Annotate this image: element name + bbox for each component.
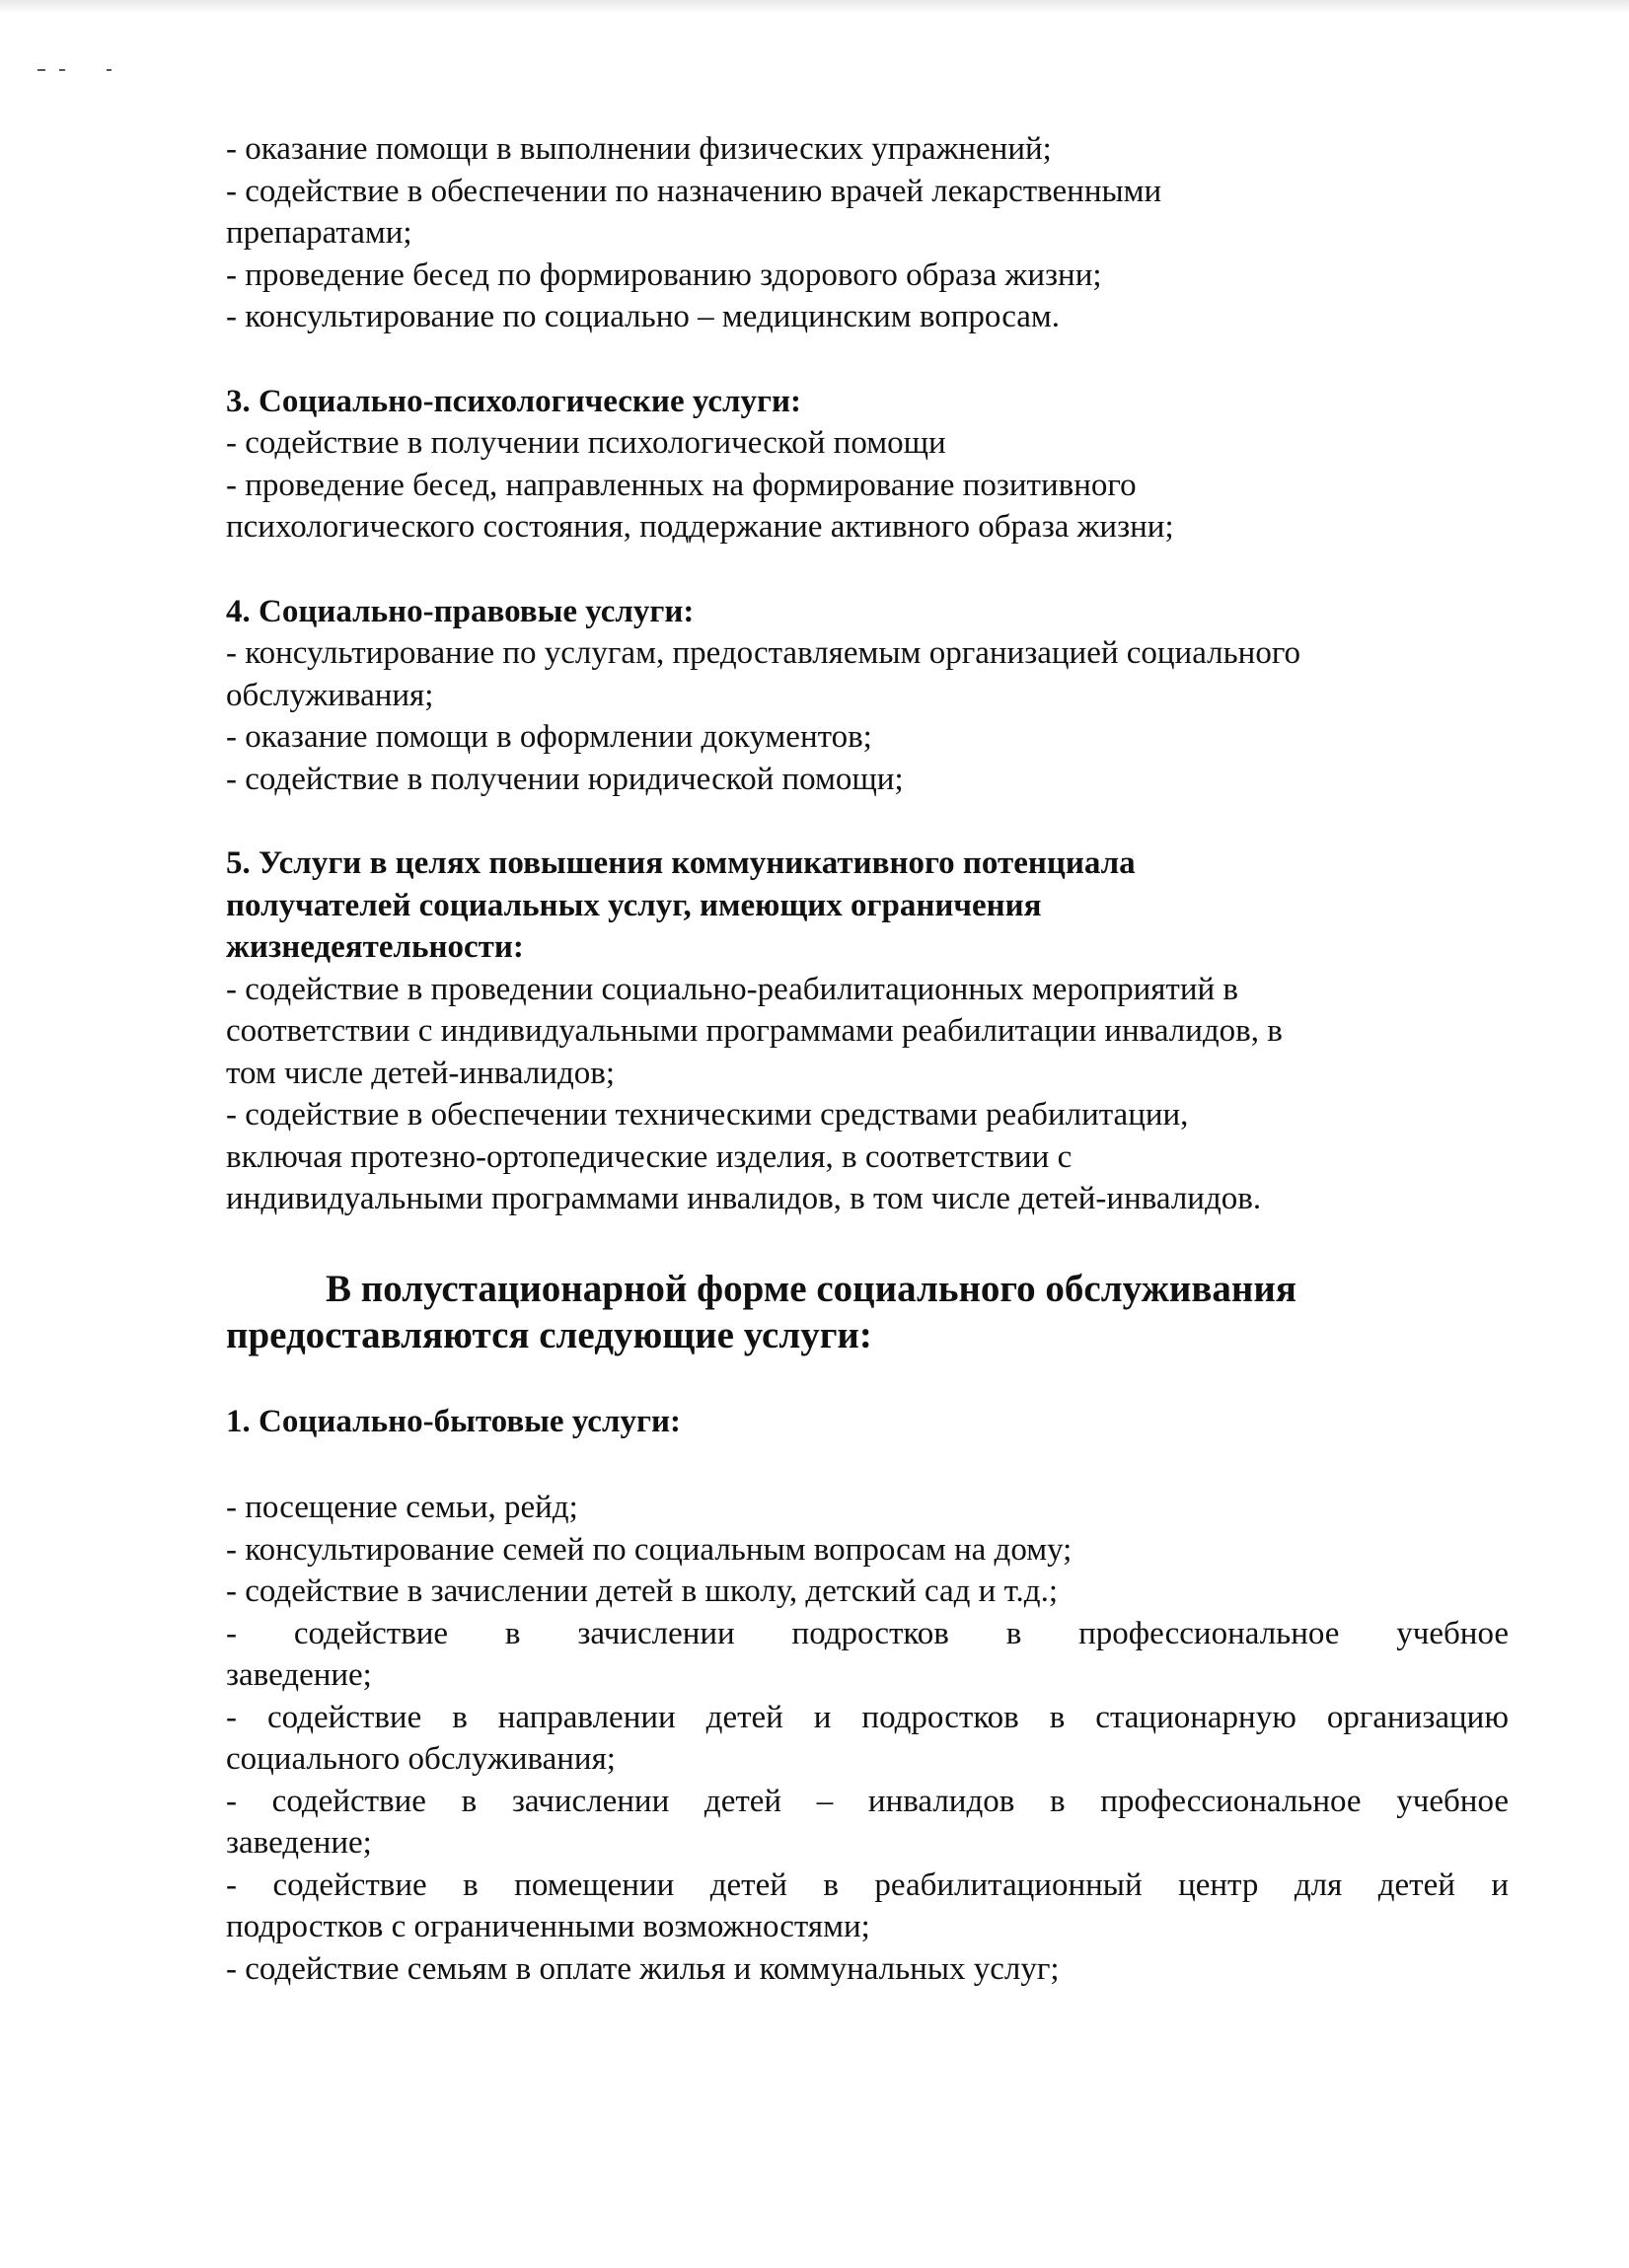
list-item: - консультирование семей по социальным вопросам на дому; xyxy=(226,1531,1073,1568)
list-item: индивидуальными программами инвалидов, в том числе детей-инвалидов. xyxy=(226,1181,1262,1216)
list-item: - содействие в получении юридической помощи; xyxy=(226,761,904,797)
spacer xyxy=(226,1358,1509,1401)
spacer xyxy=(226,338,1509,381)
list-item: заведение; xyxy=(226,1825,372,1861)
list-item: заведение; xyxy=(226,1657,372,1693)
list-item: подростков с ограниченными возможностями; xyxy=(226,1909,870,1944)
list-item: - содействие в зачислении детей – инвалидов в профессиональное учебное xyxy=(226,1783,1509,1819)
section-5-heading: получателей социальных услуг, имеющих ограничения xyxy=(226,887,1042,923)
list-item: - посещение семьи, рейд; xyxy=(226,1490,578,1525)
list-item: соответствии с индивидуальными программами реабилитации инвалидов, в xyxy=(226,1013,1283,1049)
list-item: - содействие в обеспечении техническими средствами реабилитации, xyxy=(226,1097,1189,1133)
section-3-heading: 3. Социально-психологические услуги: xyxy=(226,383,801,419)
list-item: - содействие семьям в оплате жилья и коммунальных услуг; xyxy=(226,1950,1060,1987)
list-item: социального обслуживания; xyxy=(226,1741,616,1777)
list-item: - содействие в направлении детей и подростков в стационарную организацию xyxy=(226,1699,1509,1735)
section-5-heading: 5. Услуги в целях повышения коммуникативного потенциала xyxy=(226,845,1136,881)
list-item: - консультирование по услугам, предоставляемым организацией социального xyxy=(226,635,1301,671)
list-item: - содействие в получении психологической помощи xyxy=(226,425,946,461)
list-item: - оказание помощи в выполнении физических упражнений; xyxy=(226,131,1052,167)
list-item: - содействие в обеспечении по назначению врачей лекарственными xyxy=(226,173,1162,209)
list-item: - оказание помощи в оформлении документов; xyxy=(226,719,872,755)
section-4 xyxy=(226,591,1509,801)
subsection-1-heading: 1. Социально-бытовые услуги: xyxy=(226,1403,681,1439)
section-4-heading: 4. Социально-правовые услуги: xyxy=(226,593,695,629)
section-title: В полустационарной форме социального обслуживания xyxy=(326,1267,1296,1310)
list-item: том числе детей-инвалидов; xyxy=(226,1055,615,1091)
scan-top-edge xyxy=(0,0,1629,14)
list-item: - содействие в зачислении подростков в профессиональное учебное xyxy=(226,1615,1509,1651)
semi-stationary-section xyxy=(226,1266,1509,1991)
list-item: - проведение бесед, направленных на формирование позитивного xyxy=(226,467,1137,503)
list-item: препаратами; xyxy=(226,215,412,251)
list-item: - содействие в проведении социально-реабилитационных мероприятий в xyxy=(226,971,1238,1007)
intro-list xyxy=(226,128,1509,338)
list-item: - консультирование по социально – медицинским вопросам. xyxy=(226,299,1061,334)
list-item: включая протезно-ортопедические изделия, в соответствии с xyxy=(226,1138,1073,1175)
spacer xyxy=(226,1220,1509,1266)
spacer xyxy=(226,1442,1509,1487)
list-item: - проведение бесед по формированию здорового образа жизни; xyxy=(226,256,1102,293)
scan-artifact-mark xyxy=(37,69,116,75)
section-5 xyxy=(226,842,1509,1220)
section-5-heading: жизнедеятельности: xyxy=(226,929,524,965)
section-3 xyxy=(226,381,1509,549)
spacer xyxy=(226,549,1509,591)
list-item: - содействие в зачислении детей в школу, детский сад и т.д.; xyxy=(226,1573,1058,1609)
list-item: - содействие в помещении детей в реабилитационный центр для детей и xyxy=(226,1866,1509,1903)
section-title: предоставляются следующие услуги: xyxy=(226,1313,872,1356)
document-body xyxy=(226,128,1509,1990)
list-item: психологического состояния, поддержание активного образа жизни; xyxy=(226,509,1174,545)
spacer xyxy=(226,800,1509,842)
list-item: обслуживания; xyxy=(226,677,434,713)
